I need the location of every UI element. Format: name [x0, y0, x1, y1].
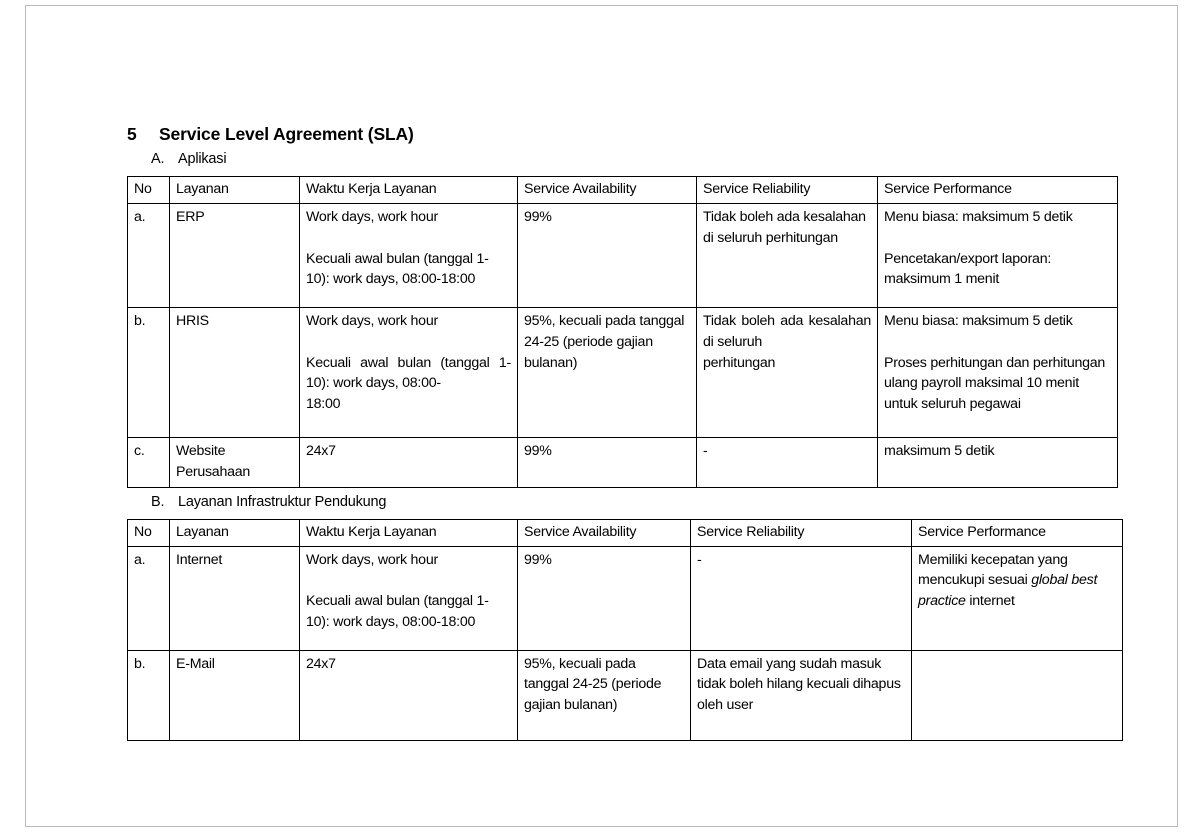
paragraph-gap [884, 228, 1111, 249]
cell-availability: 99% [518, 203, 697, 307]
column-header-layanan: Layanan [170, 519, 300, 546]
paragraph-gap [306, 570, 511, 591]
cell-performance [912, 650, 1123, 740]
cell-layanan: Website Perusahaan [170, 437, 300, 487]
section-title: Service Level Agreement (SLA) [159, 124, 414, 144]
cell-waktu-kerja: 24x7 [300, 437, 518, 487]
column-header-service-availability: Service Availability [518, 519, 691, 546]
column-header-service-performance: Service Performance [878, 177, 1118, 204]
cell-layanan: HRIS [170, 307, 300, 437]
cell-layanan: E-Mail [170, 650, 300, 740]
paragraph-gap [884, 332, 1111, 353]
reliability-justified: Tidak boleh ada kesalahan di seluruh [703, 312, 871, 350]
cell-no: a. [128, 546, 170, 650]
performance-line-1: Menu biasa: maksimum 5 detik [884, 312, 1073, 329]
subsection-heading-aplikasi [127, 151, 1147, 167]
cell-layanan: ERP [170, 203, 300, 307]
performance-text-post: internet [965, 593, 1015, 610]
cell-reliability: Data email yang sudah masuk tidak boleh hilang kecuali dihapus oleh user [691, 650, 912, 740]
subsection-title: Layanan Infrastruktur Pendukung [178, 493, 387, 510]
column-header-service-availability: Service Availability [518, 177, 697, 204]
paragraph-gap [306, 332, 511, 353]
column-header-service-performance: Service Performance [912, 519, 1123, 546]
cell-availability: 95%, kecuali pada tanggal 24-25 (periode gajian bulanan) [518, 650, 691, 740]
performance-line-1: Menu biasa: maksimum 5 detik [884, 208, 1073, 225]
cell-no: c. [128, 437, 170, 487]
subsection-marker: A. [151, 151, 165, 167]
cell-availability: 95%, kecuali pada tanggal 24-25 (periode gajian bulanan) [518, 307, 697, 437]
section-heading [127, 124, 1147, 145]
reliability-lastline: perhitungan [703, 354, 776, 371]
table-header-row [128, 177, 1118, 204]
table-aplikasi [127, 176, 1118, 488]
waktu-line-1: Work days, work hour [306, 208, 438, 225]
page-frame [25, 5, 1178, 827]
waktu-line-2: Kecuali awal bulan (tanggal 1-10): work days, 08:00- [306, 354, 511, 392]
section-number: 5 [127, 124, 137, 144]
cell-availability: 99% [518, 437, 697, 487]
waktu-line-2: Kecuali awal bulan (tanggal 1-10): work days, 08:00-18:00 [306, 593, 489, 631]
cell-layanan: Internet [170, 546, 300, 650]
cell-no: b. [128, 650, 170, 740]
page-content [127, 124, 1147, 741]
cell-no: a. [128, 203, 170, 307]
cell-reliability: Tidak boleh ada kesalahan di seluruh perhitungan [697, 203, 878, 307]
table-infrastruktur [127, 519, 1123, 741]
waktu-line-1: Work days, work hour [306, 551, 438, 568]
column-header-service-reliability: Service Reliability [691, 519, 912, 546]
waktu-line-3: 18:00 [306, 396, 341, 413]
table-row [128, 203, 1118, 307]
table-row [128, 307, 1118, 437]
waktu-line-2: Kecuali awal bulan (tanggal 1-10): work days, 08:00-18:00 [306, 250, 489, 288]
performance-text-pre: Memiliki kecepatan yang mencukupi sesuai [918, 551, 1068, 589]
table-row [128, 546, 1123, 650]
column-header-layanan: Layanan [170, 177, 300, 204]
cell-no: b. [128, 307, 170, 437]
cell-performance: maksimum 5 detik [878, 437, 1118, 487]
cell-waktu-kerja: 24x7 [300, 650, 518, 740]
cell-waktu-kerja [300, 203, 518, 307]
table-row [128, 437, 1118, 487]
cell-reliability: - [691, 546, 912, 650]
performance-line-2: Pencetakan/export laporan: maksimum 1 menit [884, 250, 1052, 288]
subsection-title: Aplikasi [178, 151, 227, 167]
paragraph-gap [306, 228, 511, 249]
cell-availability: 99% [518, 546, 691, 650]
column-header-no: No [128, 519, 170, 546]
performance-line-2: Proses perhitungan dan perhitungan ulang payroll maksimal 10 menit untuk seluruh pegawai [884, 354, 1106, 413]
subsection-heading-infrastruktur [127, 494, 1147, 510]
column-header-no: No [128, 177, 170, 204]
cell-performance [912, 546, 1123, 650]
cell-reliability [697, 307, 878, 437]
cell-reliability: - [697, 437, 878, 487]
column-header-waktu-kerja: Waktu Kerja Layanan [300, 177, 518, 204]
column-header-waktu-kerja: Waktu Kerja Layanan [300, 519, 518, 546]
column-header-service-reliability: Service Reliability [697, 177, 878, 204]
cell-waktu-kerja [300, 307, 518, 437]
waktu-line-1: Work days, work hour [306, 312, 438, 329]
cell-waktu-kerja [300, 546, 518, 650]
performance-text-italic: global best practice [918, 572, 1098, 610]
table-row [128, 650, 1123, 740]
table-header-row [128, 519, 1123, 546]
subsection-marker: B. [151, 493, 165, 510]
cell-performance [878, 307, 1118, 437]
cell-performance [878, 203, 1118, 307]
